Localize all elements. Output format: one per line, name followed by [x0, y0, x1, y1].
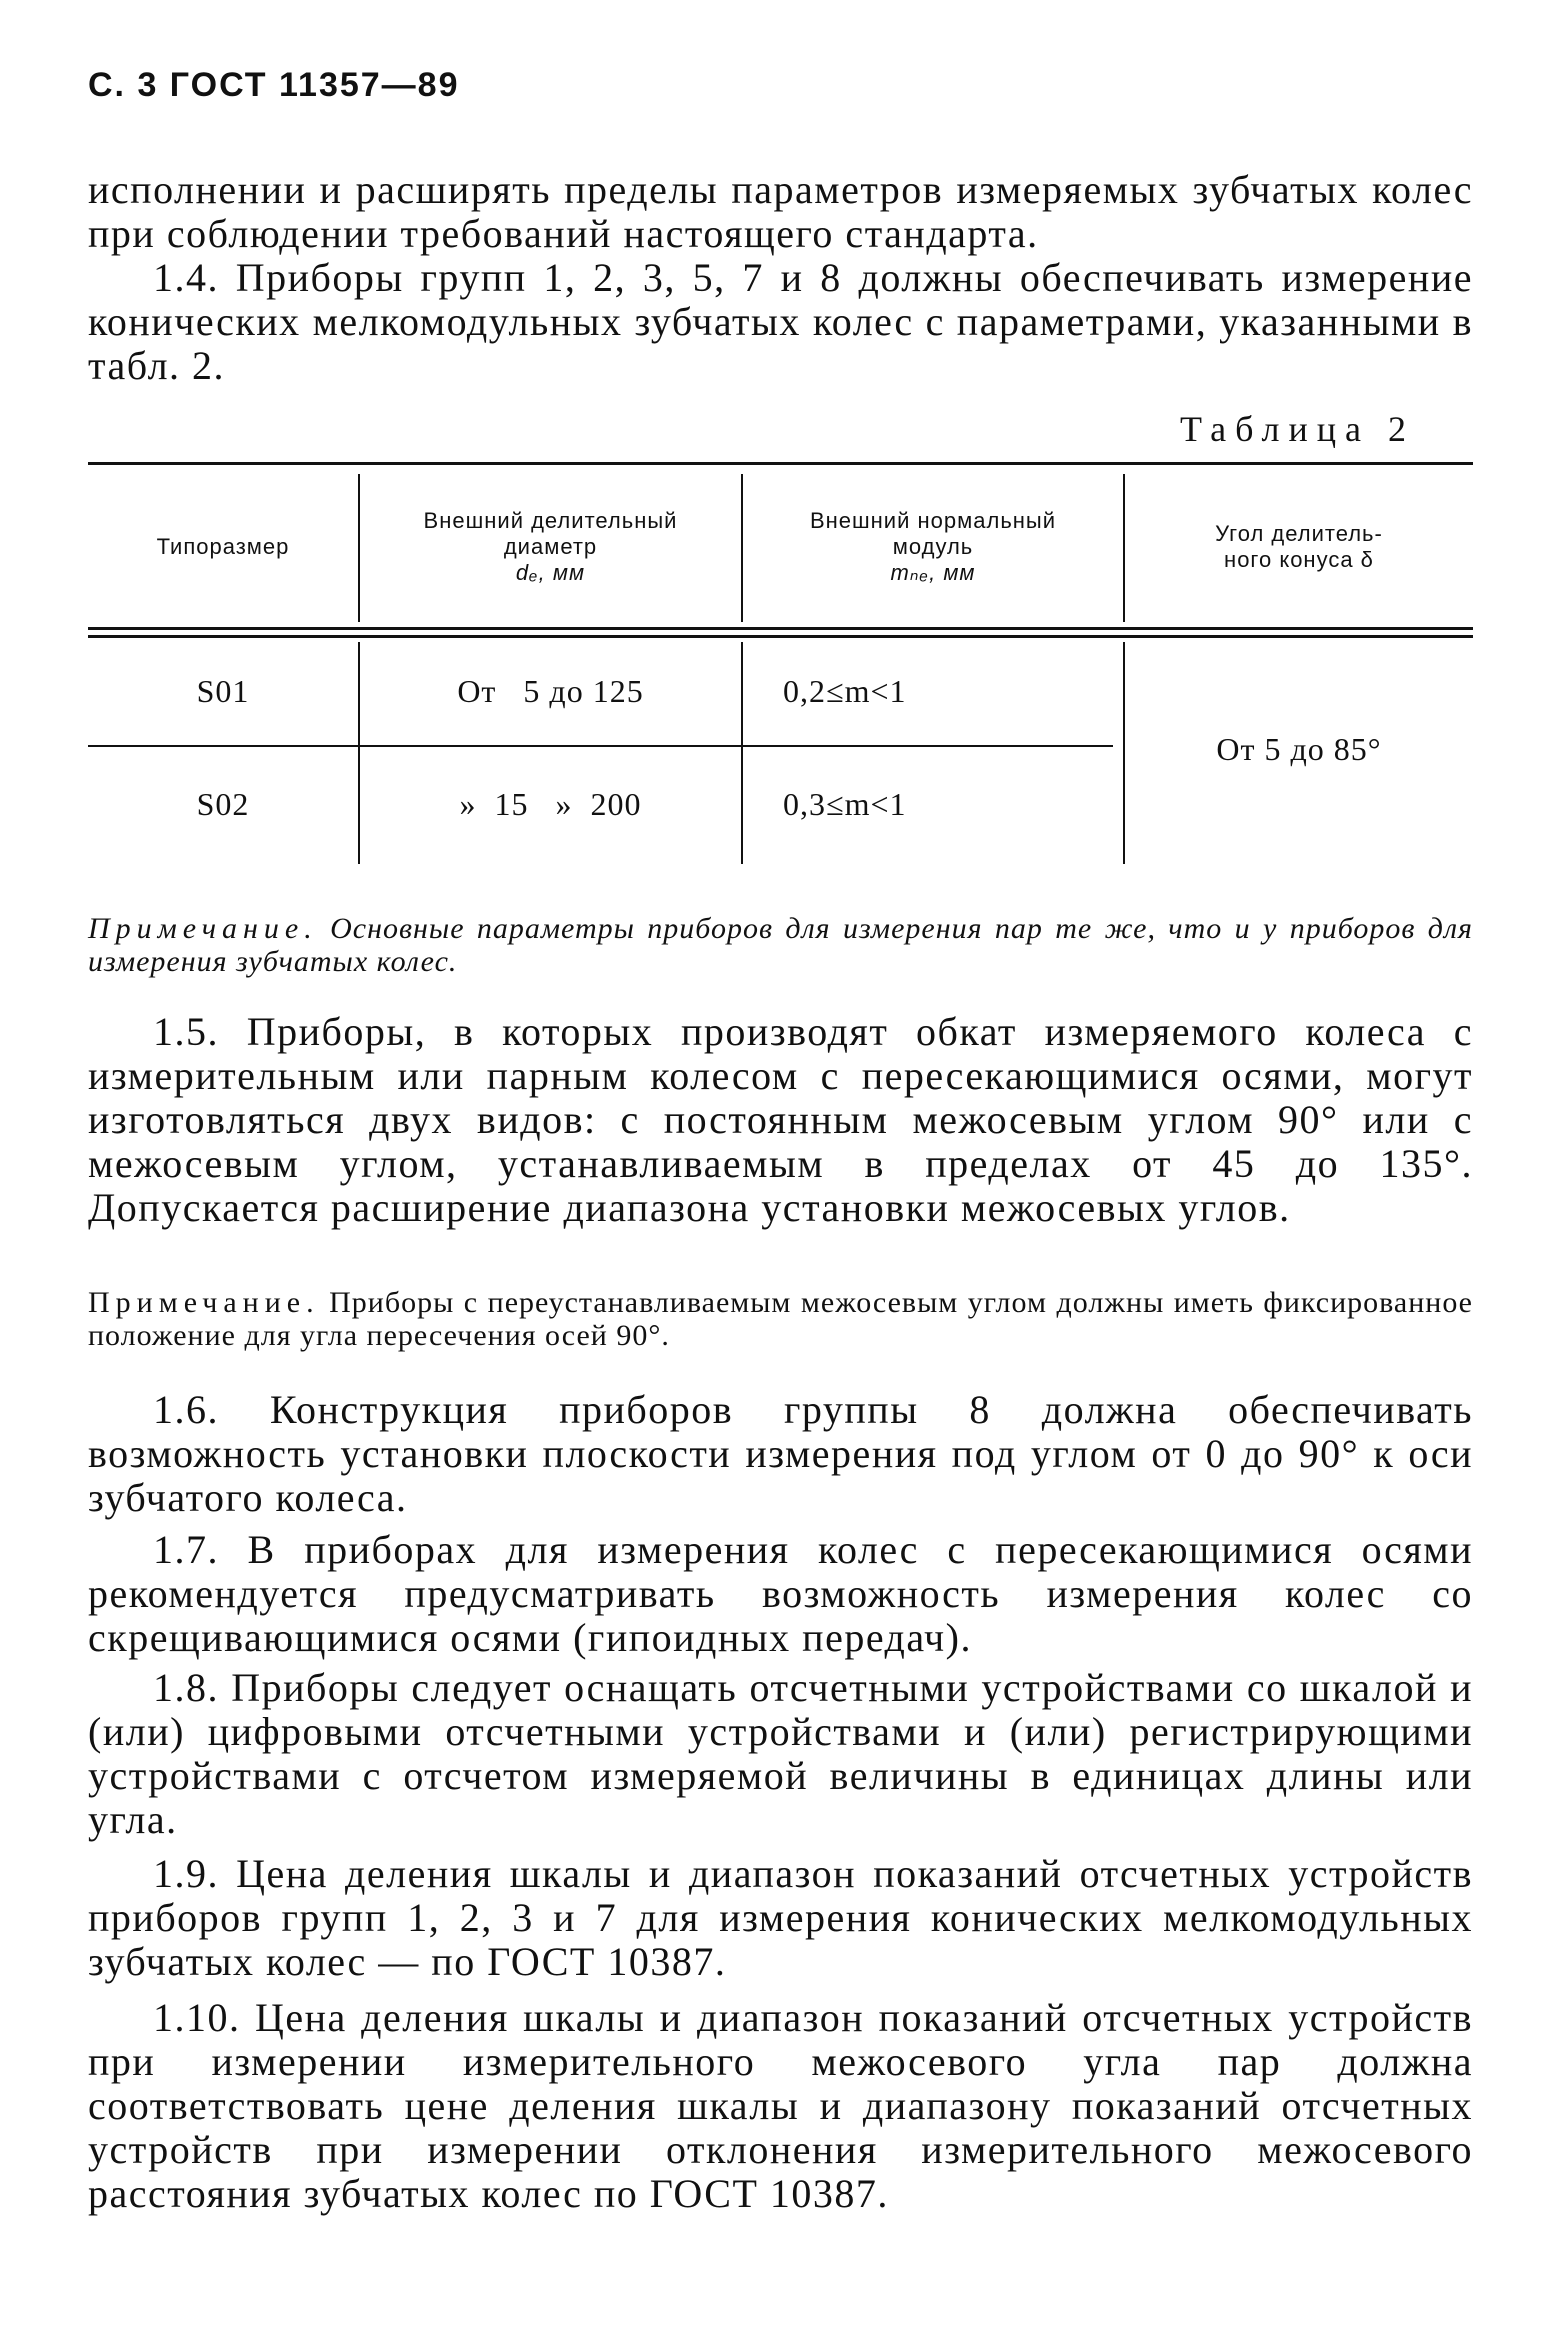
- note-2-text: Приборы с переустанавливаемым межосевым углом должны иметь фиксированное положение для угла пересечения осей 90°.: [88, 1286, 1473, 1352]
- header-diameter-line2: диаметр: [503, 534, 598, 559]
- header-module-line2: модуль: [892, 534, 974, 559]
- row1-diameter: От 5 до 125: [457, 673, 644, 709]
- paragraph-1-8: 1.8. Приборы следует оснащать отсчетными устройствами со шкалой и (или) цифровыми отсчетными устройствами и (или) регистрирующими устройствами с отсчетом измеряемой величины в единицах длины или угла.: [88, 1665, 1473, 1842]
- header-size-label: Типоразмер: [156, 534, 290, 559]
- note-2-label: Примечание.: [88, 1286, 320, 1319]
- row-separator: [88, 745, 1113, 747]
- paragraph-1-4: 1.4. Приборы групп 1, 2, 3, 5, 7 и 8 должны обеспечивать измерение конических мелкомодульных зубчатых колес с параметрами, указанными в табл. 2.: [88, 255, 1473, 388]
- row1-module: 0,2≤m<1: [783, 673, 907, 709]
- row2-module: 0,3≤m<1: [783, 785, 907, 822]
- header-rule-1: [88, 627, 1473, 630]
- row2-diameter: » 15 » 200: [459, 785, 642, 822]
- page-header: С. 3 ГОСТ 11357—89: [88, 66, 460, 104]
- angle-value: От 5 до 85°: [1216, 730, 1382, 767]
- table-2: [88, 462, 1473, 862]
- header-angle-line2: ного конуса δ: [1224, 547, 1374, 572]
- paragraph-1-5: 1.5. Приборы, в которых производят обкат измеряемого колеса с измерительным или парным колесом с пересекающимися осями, могут изготовляться двух видов: с постоянным межосевым углом 90° или с межосевым углом, устанавливаемым в пределах от 45 до 135°. Допускается расширение диапазона установки межосевых углов.: [88, 1009, 1473, 1230]
- header-module-line1: Внешний нормальный: [809, 508, 1057, 533]
- table-caption: Таблица 2: [1180, 409, 1415, 449]
- note-1: [88, 912, 1473, 978]
- header-module: [743, 472, 1123, 622]
- header-diameter: [360, 472, 741, 622]
- note-1-label: Примечание.: [88, 912, 318, 945]
- paragraph-1-10: 1.10. Цена деления шкалы и диапазон показаний отсчетных устройств при измерении измерительного межосевого угла пар должна соответствовать цене деления шкалы и диапазону показаний отсчетных устройств при измерении отклонения измерительного межосевого расстояния зубчатых колес по ГОСТ 10387.: [88, 1995, 1473, 2216]
- header-diameter-line3: dₑ, мм: [515, 560, 586, 585]
- note-2: [88, 1286, 1473, 1352]
- paragraph-1-7: 1.7. В приборах для измерения колес с пересекающимися осями рекомендуется предусматривать возможность измерения колес со скрещивающимися осями (гипоидных передач).: [88, 1527, 1473, 1660]
- paragraph-1-6: 1.6. Конструкция приборов группы 8 должна обеспечивать возможность установки плоскости измерения под углом от 0 до 90° к оси зубчатого колеса.: [88, 1387, 1473, 1520]
- note-1-text: Основные параметры приборов для измерения пар те же, что и у приборов для измерения зубчатых колес.: [88, 912, 1473, 978]
- header-angle: [1125, 472, 1473, 622]
- table-top-rule: [88, 462, 1473, 465]
- header-module-line3: mₙₑ, мм: [890, 560, 976, 585]
- header-diameter-line1: Внешний делительный: [423, 508, 678, 533]
- header-size: [88, 472, 358, 622]
- paragraph-1-9: 1.9. Цена деления шкалы и диапазон показаний отсчетных устройств приборов групп 1, 2, 3 и 7 для измерения конических мелкомодульных зубчатых колес — по ГОСТ 10387.: [88, 1851, 1473, 1984]
- header-angle-line1: Угол делитель-: [1215, 521, 1383, 546]
- row2-size: S02: [196, 785, 250, 822]
- row1-size: S01: [196, 673, 250, 709]
- paragraph-intro: исполнении и расширять пределы параметров измеряемых зубчатых колес при соблюдении требований настоящего стандарта.: [88, 167, 1473, 256]
